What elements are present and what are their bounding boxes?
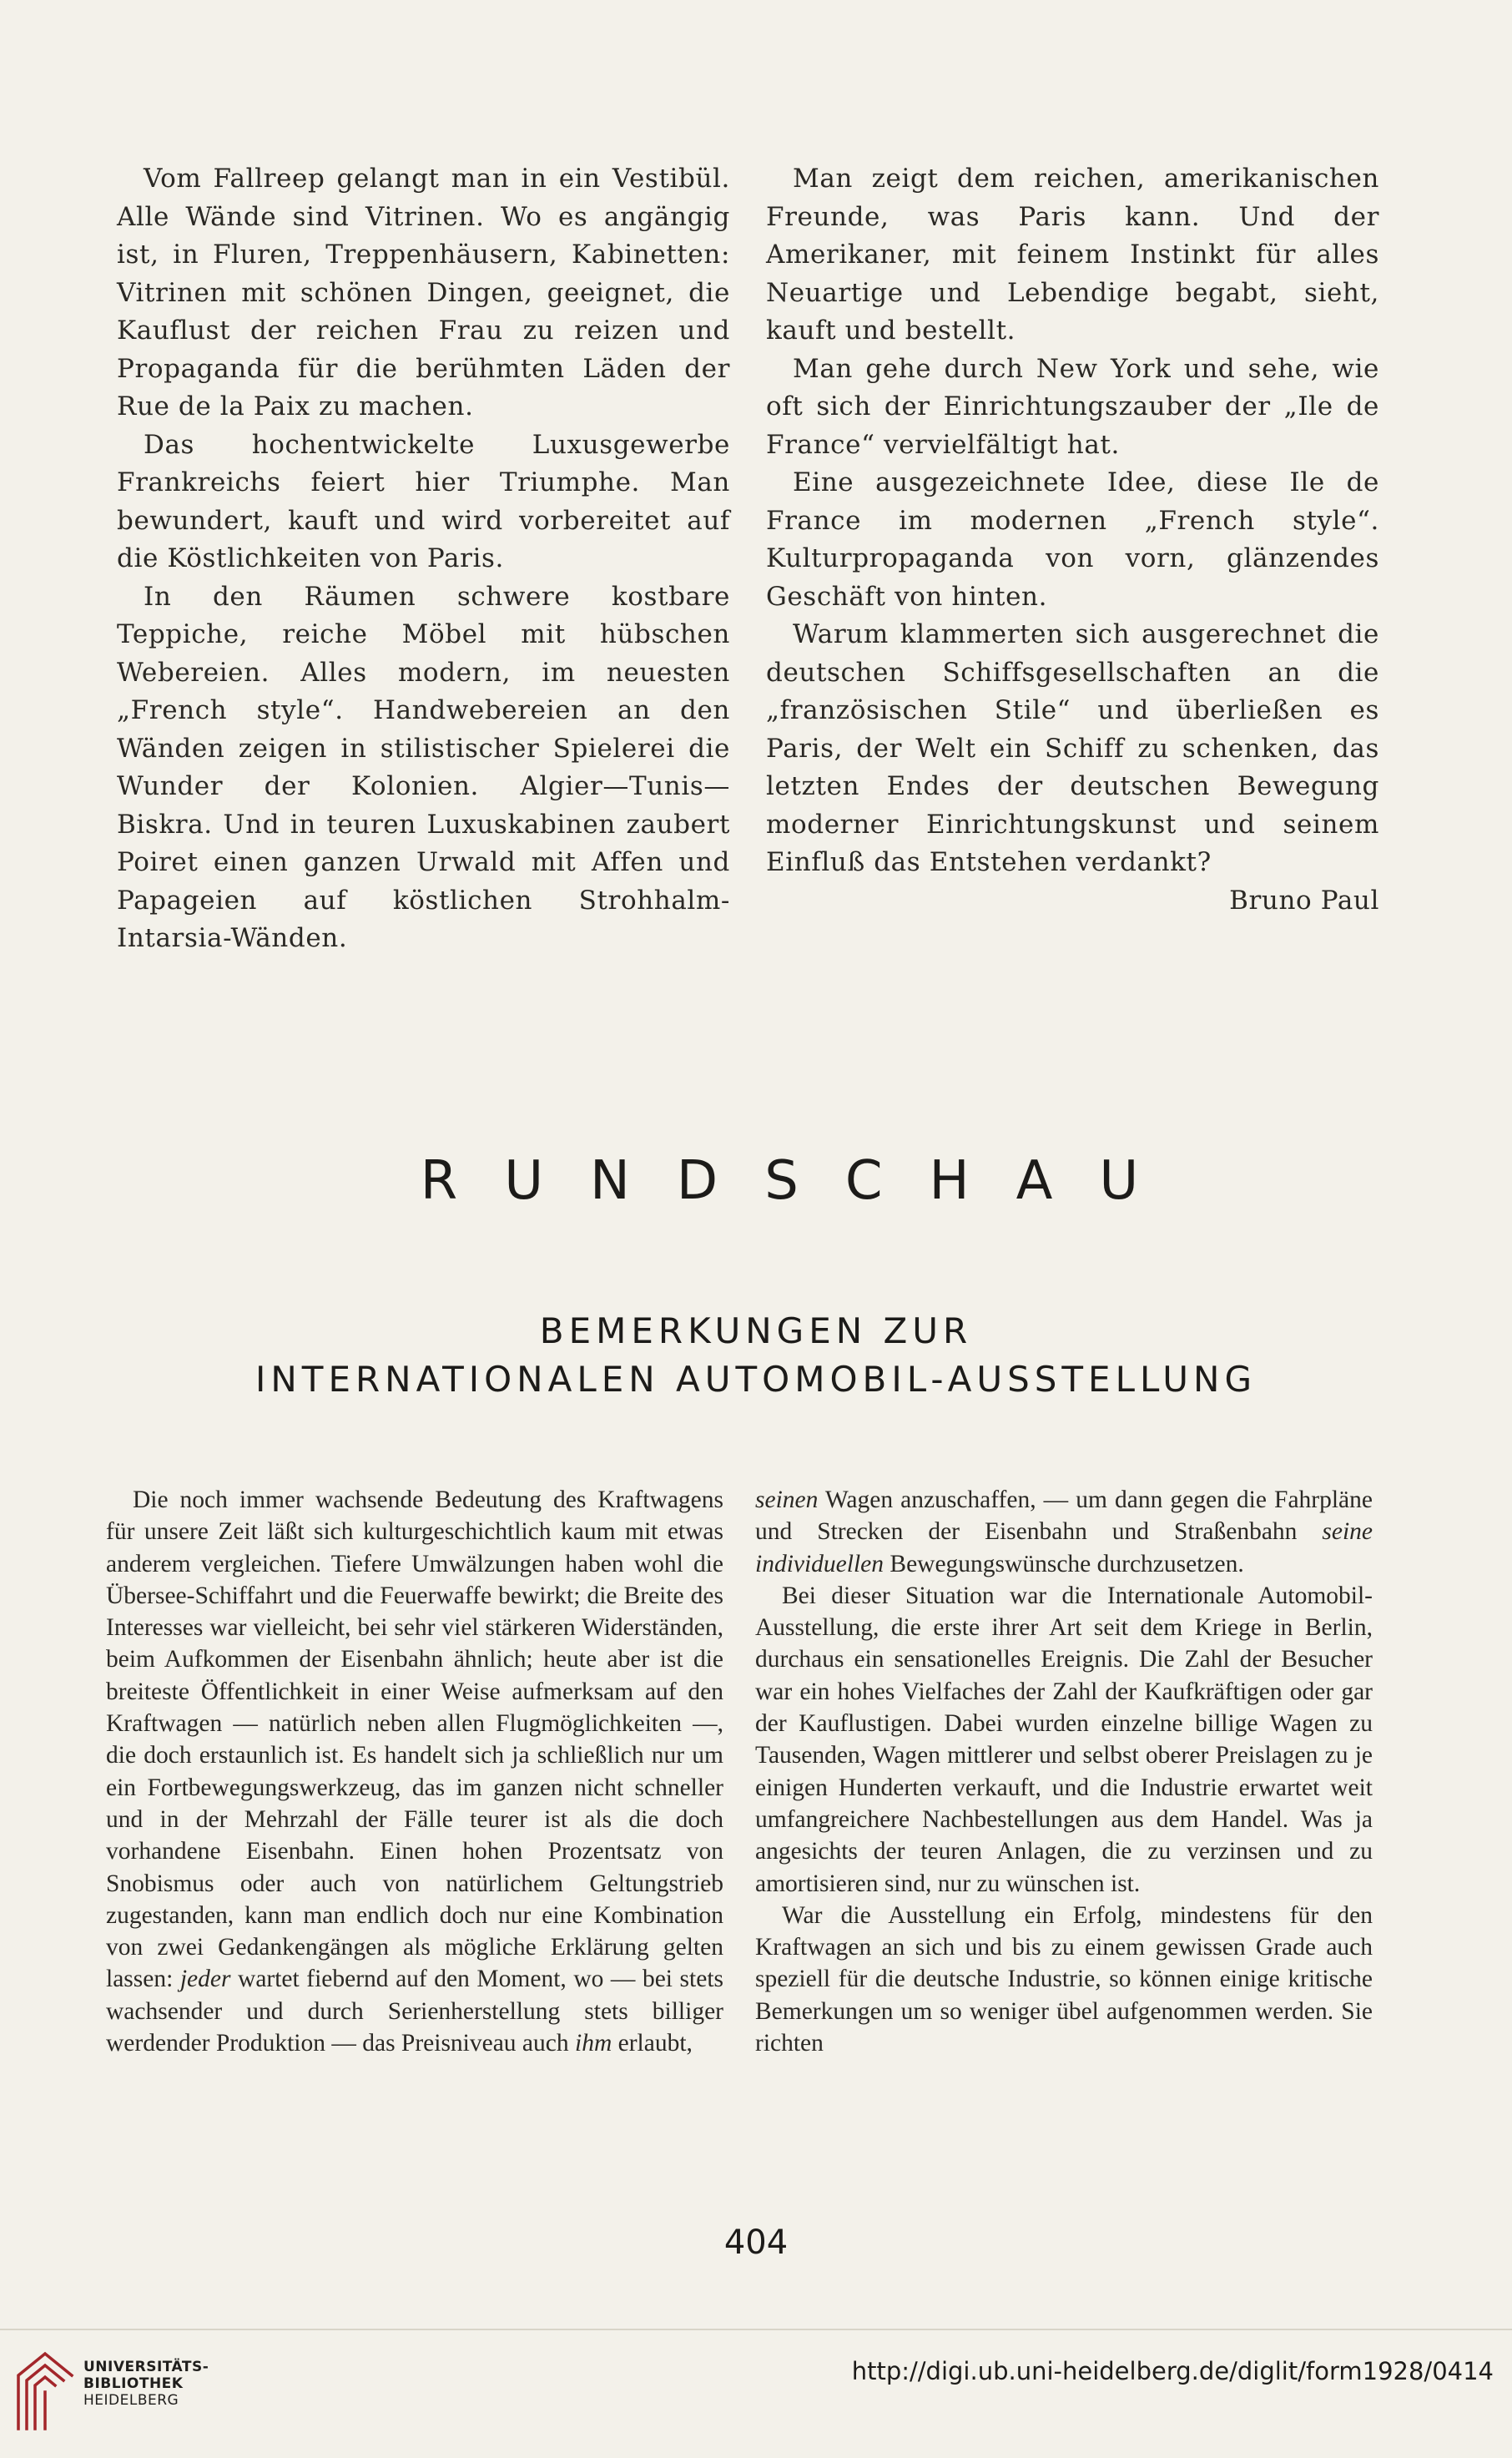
author-signature: Bruno Paul [1229,885,1379,916]
essay-left-column [117,160,730,958]
essay-paragraph: Man zeigt dem reichen, amerikanischen Freunde, was Paris kann. Und der Amerikaner, mit feinem Instinkt für alles Neuartige und Lebendige begabt, sieht, kauft und bestellt. [766,164,1379,346]
footer-divider [0,2329,1512,2330]
article-left-column [106,1484,723,2059]
library-logo-icon [12,2342,78,2432]
article-paragraph: War die Ausstellung ein Erfolg, mindestens für den Kraftwagen an sich und bis zu einem gewissen Grade auch speziell für die deutsche Industrie, so können einige kritische Bemerkungen um so weniger übel aufgenommen werden. Sie richten [755,1901,1373,2057]
essay-paragraph: Vom Fallreep gelangt man in ein Vestibül. Alle Wände sind Vitrinen. Wo es angängig ist, in Fluren, Treppenhäusern, Kabinetten: Vitrinen mit schönen Dingen, geeignet, die Kauflust der reichen Frau zu reizen und Propaganda für die berühmten Läden der Rue de la Paix zu machen. [117,164,730,421]
essay-right-column [766,160,1379,920]
article-title-line-2: INTERNATIONALEN AUTOMOBIL-AUSSTELLUNG [255,1359,1257,1400]
source-url-link[interactable]: http://digi.ub.uni-heidelberg.de/diglit/form1928/0414 [851,2357,1494,2385]
essay-paragraph: Das hochentwickelte Luxusgewerbe Frankreichs feiert hier Triumphe. Man bewundert, kauft und wird vorbereitet auf die Köstlichkeiten von Paris. [117,429,730,573]
article-title-line-1: BEMERKUNGEN ZUR [539,1310,973,1351]
article-paragraph: seinen Wagen anzuschaffen, — um dann gegen die Fahrpläne und Strecken der Eisenbahn und Straßenbahn seine individuellen Bewegungswünsche durchzusetzen. [755,1486,1373,1577]
essay-paragraph: Man gehe durch New York und sehe, wie oft sich der Einrichtungszauber der „Ile de France“ vervielfältigt hat. [766,353,1379,460]
essay-paragraph: Warum klammerten sich ausgerechnet die deutschen Schiffsgesellschaften an die „französischen Stile“ und überließen es Paris, der Welt ein Schiff zu schenken, das letzten Endes der deutschen Bewegung moderner Einrichtungskunst und seinem Einfluß das Entstehen verdankt? [766,619,1379,877]
article-title [0,1307,1512,1404]
essay-paragraph: In den Räumen schwere kostbare Teppiche, reiche Möbel mit hübschen Webereien. Alles modern, im neuesten „French style“. Handwebereien an den Wänden zeigen in stilistischer Spielerei die Wunder der Kolonien. Algier—Tunis— Biskra. Und in teuren Luxuskabinen zaubert Poiret einen ganzen Urwald mit Affen und Papageien auf köstlichen Strohhalm-Intarsia-Wänden. [117,581,730,953]
article-paragraph: Bei dieser Situation war die Internationale Automobil-Ausstellung, die erste ihrer Art seit dem Kriege in Berlin, durchaus ein sensationelles Ereignis. Die Zahl der Besucher war ein hohes Vielfaches der Zahl der Kaufkräftigen oder gar der Kauflustigen. Dabei wurden einzelne billige Wagen zu Tausenden, Wagen mittlerer und selbst oberer Preislagen zu je einigen Hunderten verkauft, und die Industrie erwartet weit umfangreichere Nachbestellungen aus dem Handel. Was ja angesichts der teuren Anlagen, die zu verzinsen und zu amortisieren sind, nur zu wünschen ist. [755,1582,1373,1897]
article-paragraph: Die noch immer wachsende Bedeutung des Kraftwagens für unsere Zeit läßt sich kulturgeschichtlich kaum mit etwas anderem vergleichen. Tiefere Umwälzungen haben wohl die Übersee-Schiffahrt und die Feuerwaffe bewirkt; die Breite des Interesses war vielleicht, bei sehr viel stärkeren Widerständen, beim Aufkommen der Eisenbahn ähnlich; heute aber ist die breiteste Öffentlichkeit in einer Weise aufmerksam auf den Kraftwagen — natürlich neben allen Flugmöglichkeiten —, die doch erstaunlich ist. Es handelt sich ja schließlich nur um ein Fortbewegungswerkzeug, das im ganzen nicht schneller und in der Mehrzahl der Fälle teurer ist als die doch vorhandene Eisenbahn. Einen hohen Prozentsatz von Snobismus oder auch von natürlichem Geltungstrieb zugestanden, kann man endlich doch nur eine Kombination von zwei Gedankengängen als mögliche Erklärung gelten lassen: jeder wartet fiebernd auf den Moment, wo — bei stets wachsender und durch Serienherstellung stets billiger werdender Produktion — das Preisniveau auch ihm erlaubt, [106,1486,723,2057]
page-number: 404 [723,2223,789,2262]
essay-paragraph: Eine ausgezeichnete Idee, diese Ile de France im modernen „French style“. Kulturpropaganda von vorn, glänzendes Geschäft von hinten. [766,467,1379,612]
article-right-column [755,1484,1373,2059]
section-heading: RUNDSCHAU [420,1150,1186,1212]
library-name: UNIVERSITÄTS- BIBLIOTHEK HEIDELBERG [83,2359,209,2409]
